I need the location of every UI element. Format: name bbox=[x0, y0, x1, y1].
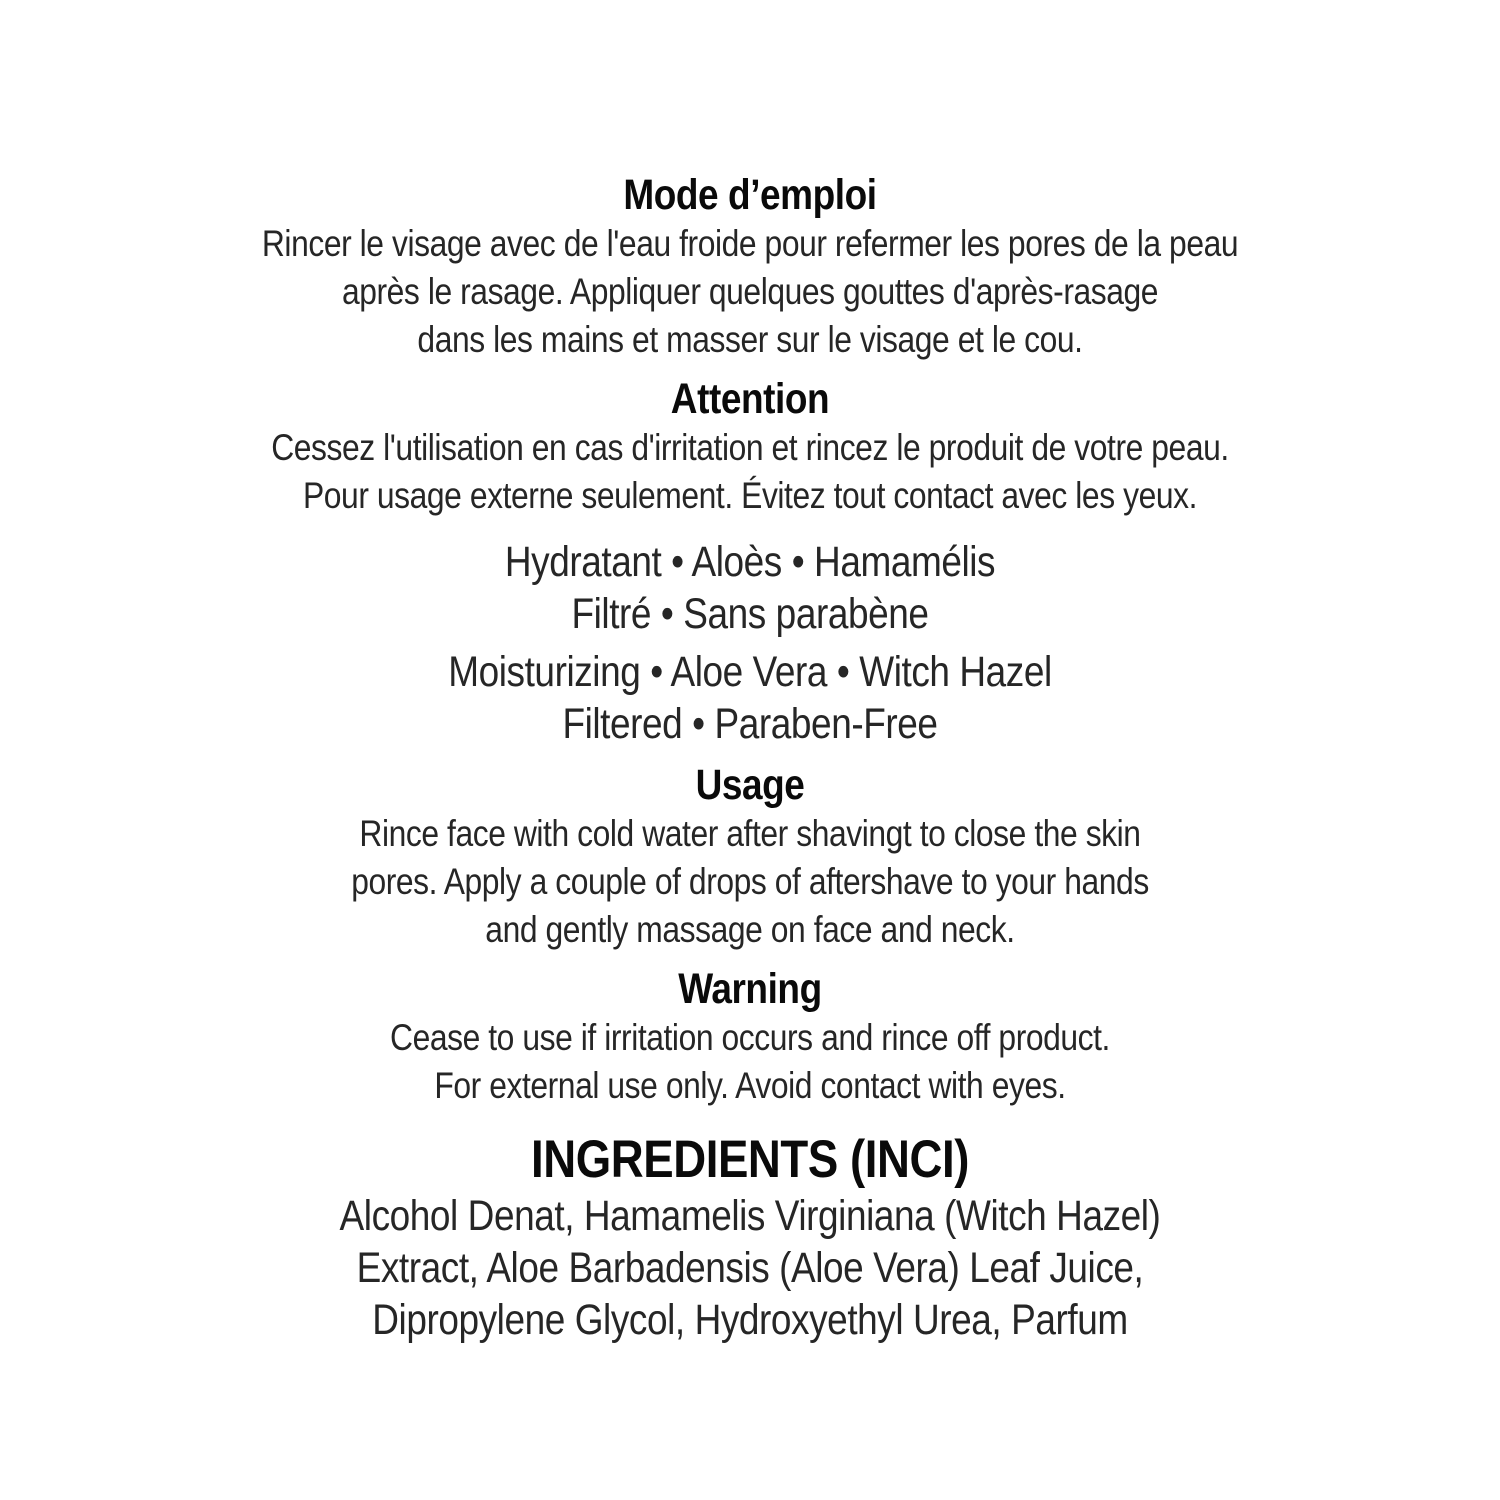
mode-demploi-line-2: après le rasage. Appliquer quelques gouttes d'après-rasage bbox=[341, 271, 1159, 312]
section-attention bbox=[0, 374, 1500, 520]
features-fr-line-1: Hydratant • Aloès • Hamamélis bbox=[504, 538, 996, 586]
warning-line-1: Cease to use if irritation occurs and rince off product. bbox=[390, 1017, 1110, 1058]
features-en-line-1: Moisturizing • Aloe Vera • Witch Hazel bbox=[448, 648, 1052, 696]
ingredients-line-2: Extract, Aloe Barbadensis (Aloe Vera) Leaf Juice, bbox=[356, 1244, 1144, 1292]
usage-line-3: and gently massage on face and neck. bbox=[485, 909, 1015, 950]
features-en-line-2: Filtered • Paraben-Free bbox=[562, 700, 938, 748]
usage-line-2: pores. Apply a couple of drops of aftershave to your hands bbox=[351, 861, 1149, 902]
mode-demploi-line-3: dans les mains et masser sur le visage et le cou. bbox=[417, 319, 1083, 360]
section-features-en bbox=[0, 646, 1500, 750]
features-fr-line-2: Filtré • Sans parabène bbox=[571, 590, 929, 638]
section-usage bbox=[0, 760, 1500, 954]
section-ingredients bbox=[0, 1130, 1500, 1346]
section-warning bbox=[0, 964, 1500, 1110]
usage-line-1: Rince face with cold water after shavingt to close the skin bbox=[359, 813, 1141, 854]
ingredients-line-1: Alcohol Denat, Hamamelis Virginiana (Witch Hazel) bbox=[339, 1192, 1161, 1240]
section-heading-ingredients: INGREDIENTS (INCI) bbox=[531, 1130, 969, 1189]
section-heading-attention: Attention bbox=[670, 375, 830, 423]
warning-line-2: For external use only. Avoid contact with eyes. bbox=[434, 1065, 1066, 1106]
section-heading-warning: Warning bbox=[678, 965, 822, 1013]
mode-demploi-line-1: Rincer le visage avec de l'eau froide pour refermer les pores de la peau bbox=[261, 223, 1239, 264]
section-heading-usage: Usage bbox=[695, 761, 805, 809]
attention-line-1: Cessez l'utilisation en cas d'irritation et rincez le produit de votre peau. bbox=[271, 427, 1229, 468]
section-mode-demploi bbox=[0, 170, 1500, 364]
ingredients-line-3: Dipropylene Glycol, Hydroxyethyl Urea, Parfum bbox=[372, 1296, 1128, 1344]
attention-line-2: Pour usage externe seulement. Évitez tout contact avec les yeux. bbox=[302, 475, 1197, 516]
section-features-fr bbox=[0, 536, 1500, 640]
section-heading-mode-demploi: Mode d’emploi bbox=[623, 171, 877, 219]
